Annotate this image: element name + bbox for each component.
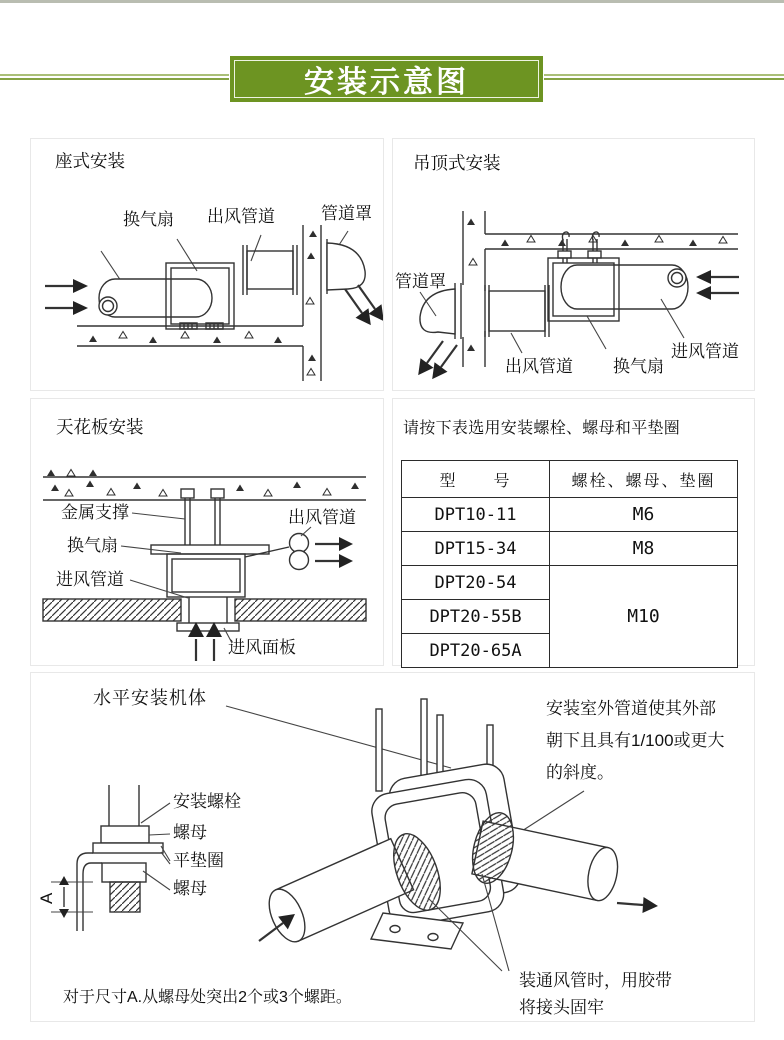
- label-fan: 换气扇: [67, 536, 118, 555]
- label-nut-bottom: 螺母: [173, 879, 207, 898]
- outlet-airflow-arrows: [412, 341, 457, 384]
- label-fan: 换气扇: [123, 210, 174, 229]
- inlet-panel: [177, 623, 239, 631]
- label-mount-bolt: 安装螺栓: [173, 792, 241, 811]
- panel-ceiling-hung-install: [392, 138, 755, 391]
- metal-support-bar: [151, 545, 269, 554]
- label-duct-cover: 管道罩: [321, 204, 372, 223]
- label-metal-support: 金属支撑: [61, 503, 129, 522]
- size-cell-merged: M10: [550, 566, 738, 668]
- tape-note-line1: 装通风管时，用胶带: [519, 971, 672, 990]
- fastener-table: [401, 460, 738, 668]
- dim-note: 对于尺寸A.从螺母处突出2个或3个螺距。: [63, 989, 352, 1006]
- label-outlet-duct: 出风管道: [288, 508, 356, 527]
- inlet-pipe: [561, 265, 688, 309]
- col-header-size: 螺栓、螺母、垫圈: [550, 461, 738, 498]
- size-cell: M8: [550, 532, 738, 566]
- label-dim-A: A: [37, 892, 56, 904]
- label-inlet-duct: 进风管道: [671, 342, 739, 361]
- panel-seat-install: [30, 138, 384, 391]
- outlet-duct: [485, 285, 549, 337]
- slope-note-line2: 朝下且具有1/100或更大: [546, 731, 725, 750]
- model-cell: DPT20-65A: [402, 634, 550, 668]
- label-fan: 换气扇: [613, 357, 664, 376]
- inlet-airflow-arrows: [45, 279, 88, 315]
- size-cell: M6: [550, 498, 738, 532]
- table-row: [402, 498, 738, 532]
- fan-box: [167, 554, 245, 597]
- fastener-note: 请按下表选用安装螺栓、螺母和平垫圈: [403, 420, 681, 437]
- label-body-horizontal: 水平安装机体: [93, 688, 207, 708]
- banner-side-line-left: [0, 74, 229, 81]
- label-washer: 平垫圈: [173, 851, 224, 870]
- hanger-bolts: [181, 489, 224, 545]
- label-outlet-duct: 出风管道: [207, 207, 275, 226]
- inlet-airflow-arrows: [696, 270, 739, 300]
- lower-ceiling-hatched: [43, 599, 366, 621]
- table-row: [402, 532, 738, 566]
- bolt-detail: [77, 785, 163, 931]
- model-cell: DPT15-34: [402, 532, 550, 566]
- panel-fastener-table: [392, 398, 755, 666]
- board-title: 天花板安装: [56, 417, 144, 437]
- label-inlet-duct: 进风管道: [56, 570, 124, 589]
- body-leader: [226, 706, 451, 768]
- upper-slab: [43, 470, 366, 501]
- table-row: [402, 566, 738, 600]
- banner-side-line-right: [544, 74, 784, 81]
- ceiling-board-diagram: [31, 399, 383, 665]
- duct-cover-hood: [420, 283, 461, 339]
- page-top-divider: [0, 0, 784, 3]
- inlet-duct-lines: [189, 597, 227, 623]
- label-inlet-panel: 进风面板: [228, 638, 296, 657]
- label-outlet-duct: 出风管道: [505, 357, 573, 376]
- model-cell: DPT20-55B: [402, 600, 550, 634]
- section-title: 安装示意图: [304, 66, 469, 99]
- label-nut-top: 螺母: [173, 823, 207, 842]
- section-banner: [230, 56, 543, 102]
- panel-ceiling-board-install: [30, 398, 384, 666]
- outlet-airflow-arrows: [315, 537, 353, 568]
- model-cell: DPT10-11: [402, 498, 550, 532]
- outlet-airflow-arrows: [345, 285, 383, 330]
- slope-note-line3: 的斜度。: [546, 763, 614, 782]
- horizontal-install-diagram: [31, 673, 754, 1021]
- hung-title: 吊顶式安装: [413, 153, 501, 173]
- label-duct-cover: 管道罩: [395, 272, 446, 291]
- model-cell: DPT20-54: [402, 566, 550, 600]
- ceiling-hung-diagram: [393, 139, 754, 390]
- tape-note-line2: 将接头固牢: [519, 998, 604, 1017]
- col-header-model: 型 号: [402, 461, 550, 498]
- mounting-rod: [376, 709, 382, 791]
- seat-title: 座式安装: [55, 151, 125, 171]
- dimension-A: [37, 876, 93, 918]
- inlet-pipe: [99, 279, 212, 317]
- seat-install-diagram: [31, 139, 383, 390]
- outlet-duct: [243, 245, 297, 295]
- panel-horizontal-install: [30, 672, 755, 1022]
- slope-note-line1: 安装室外管道使其外部: [546, 699, 716, 718]
